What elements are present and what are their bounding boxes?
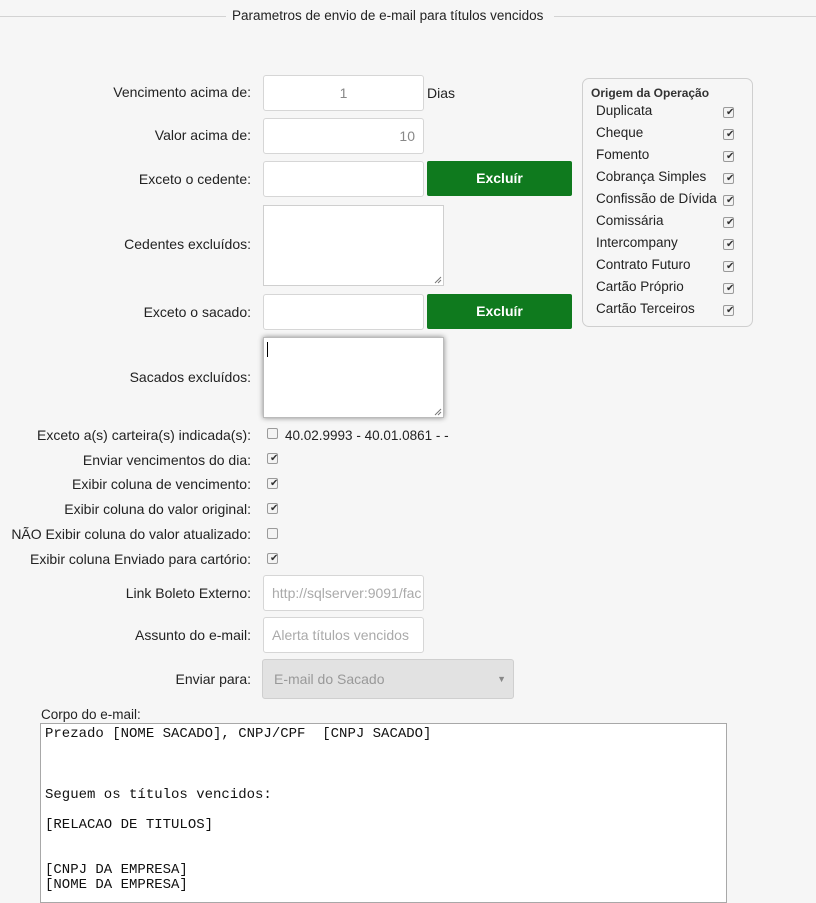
fieldset-legend: Parametros de envio de e-mail para títulos vencidos — [226, 8, 549, 23]
sacados-excluidos-label: Sacados excluídos: — [129, 369, 251, 385]
assunto-input[interactable]: Alerta títulos vencidos — [263, 617, 424, 653]
origem-item-label: Cartão Próprio — [596, 279, 684, 294]
check-icon: ✔ — [726, 173, 735, 184]
check-icon: ✔ — [726, 239, 735, 250]
origem-item-label: Cartão Terceiros — [596, 301, 695, 316]
nao-exibir-atualizado-checkbox[interactable] — [267, 528, 278, 539]
origem-item-label: Fomento — [596, 147, 650, 162]
nao-exibir-atualizado-label: NÃO Exibir coluna do valor atualizado: — [11, 526, 251, 542]
exceto-carteiras-label: Exceto a(s) carteira(s) indicada(s): — [37, 427, 251, 443]
valor-input[interactable]: 10 — [263, 118, 424, 154]
origem-item-label: Cheque — [596, 125, 644, 140]
exibir-cartorio-checkbox[interactable] — [267, 553, 278, 564]
origem-item-checkbox[interactable] — [723, 129, 734, 140]
check-icon: ✔ — [270, 453, 279, 464]
resize-grip-icon[interactable] — [434, 408, 442, 416]
corpo-line: Seguem os títulos vencidos: — [45, 787, 272, 803]
origem-item-label: Cobrança Simples — [596, 169, 707, 184]
check-icon: ✔ — [270, 478, 279, 489]
exibir-cartorio-label: Exibir coluna Enviado para cartório: — [29, 551, 251, 567]
origem-item-label: Comissária — [596, 213, 664, 228]
origem-item-checkbox[interactable] — [723, 195, 734, 206]
origem-title: Origem da Operação — [591, 86, 710, 100]
exceto-sacado-input[interactable] — [263, 294, 424, 330]
origem-item-checkbox[interactable] — [723, 261, 734, 272]
vencimento-unit: Dias — [427, 85, 456, 101]
check-icon: ✔ — [726, 151, 735, 162]
exceto-cedente-label: Exceto o cedente: — [138, 171, 251, 187]
check-icon: ✔ — [726, 195, 735, 206]
origem-item-checkbox[interactable] — [723, 173, 734, 184]
origem-item-checkbox[interactable] — [723, 217, 734, 228]
check-icon: ✔ — [726, 107, 735, 118]
origem-item-checkbox[interactable] — [723, 107, 734, 118]
link-boleto-label: Link Boleto Externo: — [125, 585, 251, 601]
check-icon: ✔ — [726, 305, 735, 316]
check-icon: ✔ — [726, 129, 735, 140]
exibir-vencimento-checkbox[interactable] — [267, 478, 278, 489]
legend-line-left — [0, 16, 226, 17]
enviar-para-label: Enviar para: — [175, 671, 251, 687]
check-icon: ✔ — [726, 283, 735, 294]
corpo-line: [CNPJ DA EMPRESA] — [45, 862, 188, 878]
exceto-cedente-input[interactable] — [263, 161, 424, 197]
exibir-valor-original-checkbox[interactable] — [267, 503, 278, 514]
exibir-vencimento-label: Exibir coluna de vencimento: — [72, 476, 251, 492]
exceto-carteira-checkbox[interactable] — [267, 428, 278, 439]
origem-item-label: Intercompany — [596, 235, 678, 250]
text-cursor — [267, 342, 268, 357]
vencimento-input[interactable]: 1 — [263, 75, 424, 111]
enviar-para-select[interactable] — [262, 659, 514, 699]
dropdown-arrow-icon: ▼ — [497, 674, 506, 684]
origem-item-checkbox[interactable] — [723, 239, 734, 250]
origem-item-checkbox[interactable] — [723, 283, 734, 294]
origem-item-checkbox[interactable] — [723, 305, 734, 316]
corpo-textarea[interactable] — [40, 723, 727, 903]
check-icon: ✔ — [270, 503, 279, 514]
carteira-option-label: 40.02.9993 - 40.01.0861 - - — [285, 428, 449, 443]
resize-grip-icon[interactable] — [434, 276, 442, 284]
corpo-line: [RELACAO DE TITULOS] — [45, 817, 214, 833]
vencimento-label: Vencimento acima de: — [113, 84, 251, 100]
corpo-line: [NOME DA EMPRESA] — [45, 877, 188, 893]
exceto-sacado-label: Exceto o sacado: — [143, 304, 251, 320]
corpo-label: Corpo do e-mail: — [41, 707, 141, 722]
enviar-vencimentos-label: Enviar vencimentos do dia: — [82, 452, 251, 468]
cedentes-excluidos-label: Cedentes excluídos: — [124, 236, 251, 252]
valor-label: Valor acima de: — [154, 127, 251, 143]
assunto-label: Assunto do e-mail: — [135, 627, 251, 643]
origem-item-label: Contrato Futuro — [596, 257, 691, 272]
check-icon: ✔ — [726, 217, 735, 228]
legend-line-right — [554, 16, 816, 17]
enviar-vencimentos-checkbox[interactable] — [267, 453, 278, 464]
enviar-para-value: E-mail do Sacado — [274, 671, 385, 687]
excluir-sacado-button[interactable]: Excluír — [427, 294, 572, 329]
origem-item-label: Duplicata — [596, 103, 653, 118]
link-boleto-input[interactable]: http://sqlserver:9091/fac — [263, 575, 424, 611]
origem-item-label: Confissão de Dívida — [596, 191, 717, 206]
corpo-line: Prezado [NOME SACADO], CNPJ/CPF [CNPJ SACADO] — [45, 726, 432, 742]
exibir-valor-original-label: Exibir coluna do valor original: — [64, 501, 251, 517]
check-icon: ✔ — [270, 553, 279, 564]
check-icon: ✔ — [726, 261, 735, 272]
origem-operacao-panel — [582, 78, 753, 327]
cedentes-excluidos-textarea[interactable] — [263, 205, 444, 286]
origem-item-checkbox[interactable] — [723, 151, 734, 162]
excluir-cedente-button[interactable]: Excluír — [427, 161, 572, 196]
sacados-excluidos-textarea[interactable] — [263, 337, 444, 418]
